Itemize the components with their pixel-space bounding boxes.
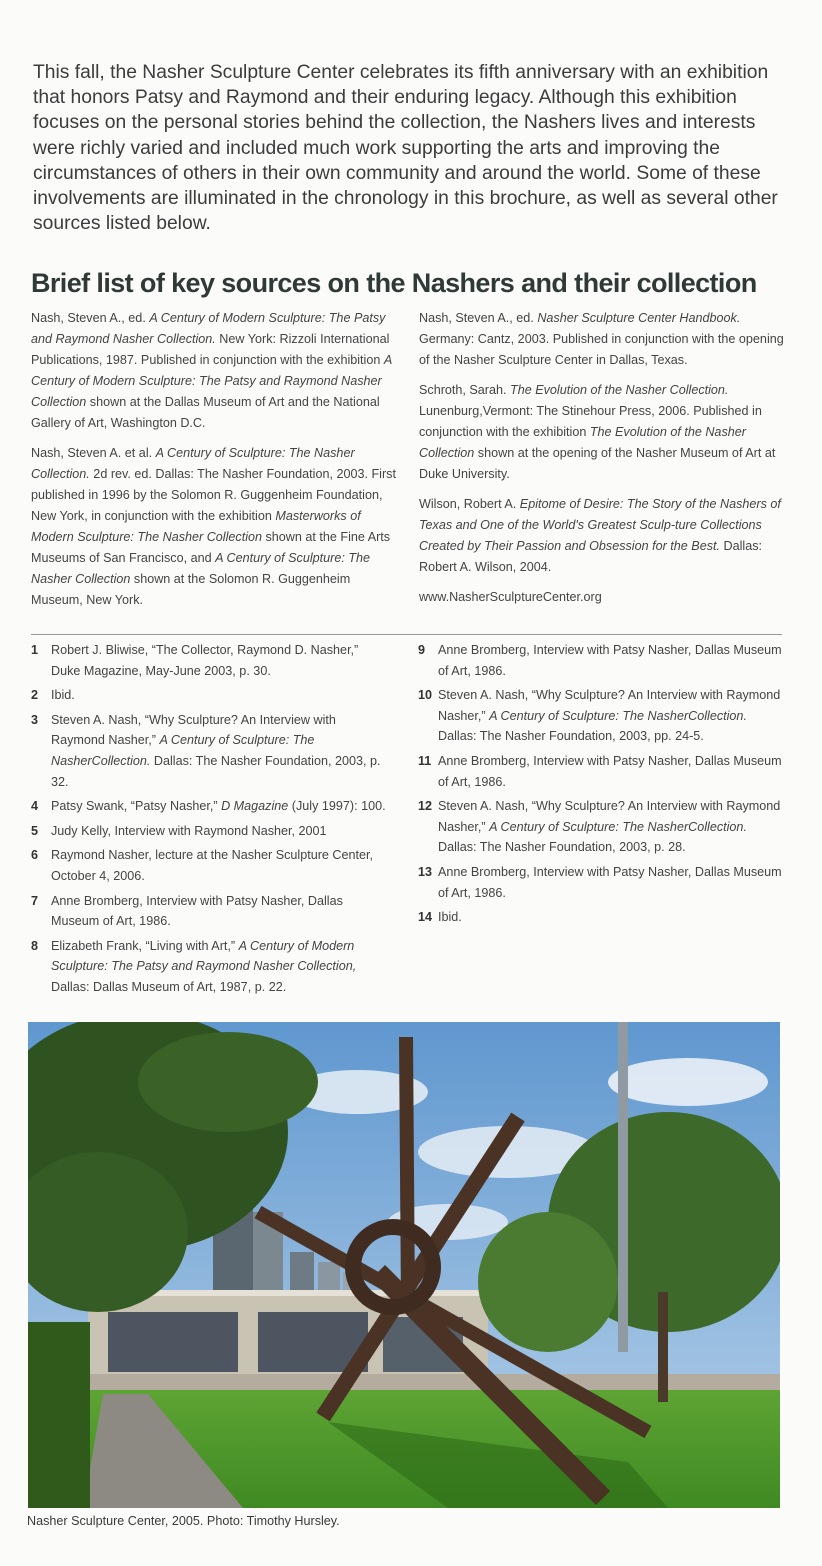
sources-heading: Brief list of key sources on the Nashers and their collection	[31, 268, 757, 298]
footnote: 10 Steven A. Nash, “Why Sculpture? An Interview with Raymond Nasher,” A Century of Sculpture: The NasherCollection. Dallas: The Nasher Foundation, 2003, pp. 24-5.	[418, 688, 781, 744]
sources-left-column	[31, 308, 396, 620]
photo-illustration	[28, 1022, 780, 1508]
source-entry: Nash, Steven A., ed. A Century of Modern Sculpture: The Patsy and Raymond Nasher Collection. New York: Rizzoli International Publications, 1987. Published in conjunction with the exhibition A Century of Modern Sculpture: The Patsy and Raymond Nasher Collection shown at the Dallas Museum of Art and the National Gallery of Art, Washington D.C.	[31, 311, 392, 430]
divider	[31, 634, 782, 635]
sources-right-column	[419, 308, 784, 617]
sculpture-garden-photo	[28, 1022, 780, 1508]
notes-right-column	[418, 640, 783, 932]
footnote: 4 Patsy Swank, “Patsy Nasher,” D Magazine (July 1997): 100.	[31, 799, 386, 814]
photo-caption: Nasher Sculpture Center, 2005. Photo: Timothy Hursley.	[27, 1514, 340, 1528]
footnote: 13 Anne Bromberg, Interview with Patsy Nasher, Dallas Museum of Art, 1986.	[418, 864, 782, 900]
footnote: 12 Steven A. Nash, “Why Sculpture? An Interview with Raymond Nasher,” A Century of Sculpture: The NasherCollection. Dallas: The Nasher Foundation, 2003, p. 28.	[418, 799, 781, 855]
footnote: 5 Judy Kelly, Interview with Raymond Nasher, 2001	[31, 823, 327, 838]
notes-left-column	[31, 640, 391, 1002]
website-link[interactable]: www.NasherSculptureCenter.org	[419, 590, 602, 604]
footnote: 8 Elizabeth Frank, “Living with Art,” A Century of Modern Sculpture: The Patsy and Raymond Nasher Collection, Dallas: Dallas Museum of Art, 1987, p. 22.	[31, 938, 357, 994]
footnote: 11 Anne Bromberg, Interview with Patsy Nasher, Dallas Museum of Art, 1986.	[418, 753, 782, 789]
footnote: 3 Steven A. Nash, “Why Sculpture? An Interview with Raymond Nasher,” A Century of Sculpture: The NasherCollection. Dallas: The Nasher Foundation, 2003, p. 32.	[31, 712, 381, 789]
source-entry: Schroth, Sarah. The Evolution of the Nasher Collection. Lunenburg,Vermont: The Stinehour Press, 2006. Published in conjunction with the exhibition The Evolution of the Nasher Collection shown at the opening of the Nasher Museum of Art at Duke University.	[419, 383, 776, 481]
footnote: 1 Robert J. Bliwise, “The Collector, Raymond D. Nasher,” Duke Magazine, May-June 2003, p. 30.	[31, 643, 359, 678]
source-entry: Nash, Steven A. et al. A Century of Sculpture: The Nasher Collection. 2d rev. ed. Dallas: The Nasher Foundation, 2003. First published in 1996 by the Solomon R. Guggenheim Foundation, New York, in conjunction with the exhibition Masterworks of Modern Sculpture: The Nasher Collection shown at the Fine Arts Museums of San Francisco, and A Century of Sculpture: The Nasher Collection shown at the Solomon R. Guggenheim Museum, New York.	[31, 446, 396, 607]
footnote: 2 Ibid.	[31, 688, 75, 703]
footnote: 9 Anne Bromberg, Interview with Patsy Nasher, Dallas Museum of Art, 1986.	[418, 643, 782, 678]
footnote: 7 Anne Bromberg, Interview with Patsy Nasher, Dallas Museum of Art, 1986.	[31, 893, 343, 929]
source-entry: Wilson, Robert A. Epitome of Desire: The Story of the Nashers of Texas and One of the World's Greatest Sculp-ture Collections Created by Their Passion and Obsession for the Best. Dallas: Robert A. Wilson, 2004.	[419, 497, 781, 574]
footnote: 14 Ibid.	[418, 910, 462, 925]
source-entry: Nash, Steven A., ed. Nasher Sculpture Center Handbook. Germany: Cantz, 2003. Published in conjunction with the opening of the Nasher Sculpture Center in Dallas, Texas.	[419, 311, 784, 367]
intro-paragraph: This fall, the Nasher Sculpture Center celebrates its fifth anniversary with an exhibition that honors Patsy and Raymond and their enduring legacy. Although this exhibition focuses on the personal stories behind the collection, the Nashers lives and interests were richly varied and included much work supporting the arts and improving the circumstances of others in their own community and around the world. Some of these involvements are illuminated in the chronology in this brochure, as well as several other sources listed below.	[33, 62, 778, 235]
footnote: 6 Raymond Nasher, lecture at the Nasher Sculpture Center, October 4, 2006.	[31, 848, 374, 883]
